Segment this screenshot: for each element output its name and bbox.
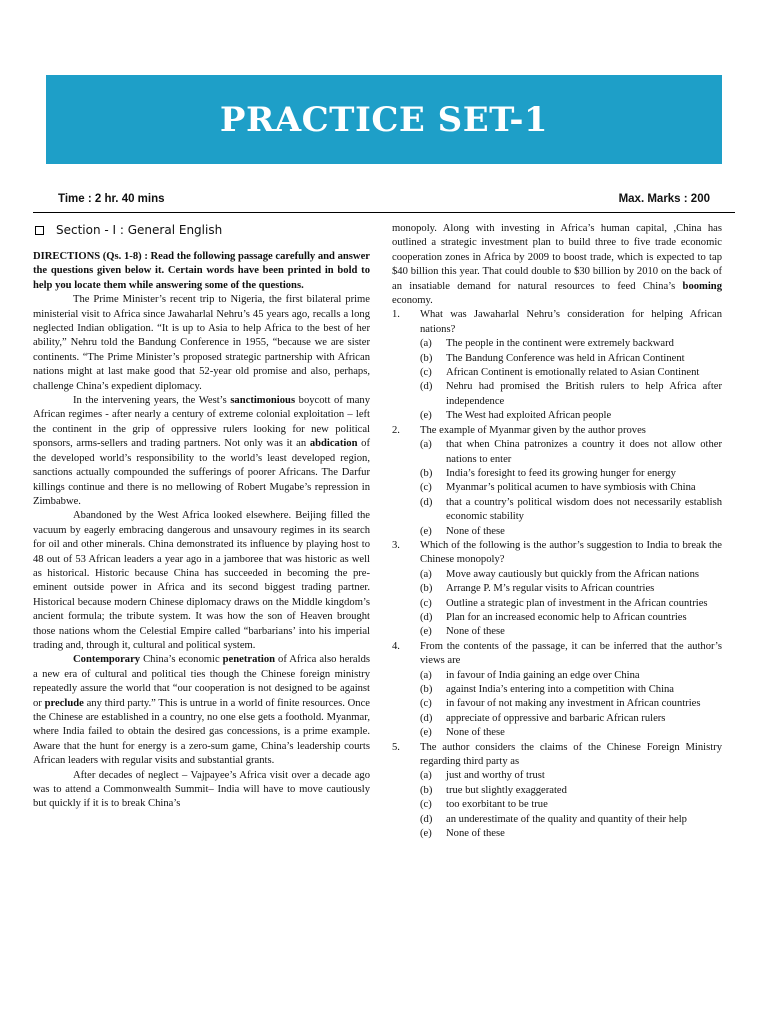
page-title: PRACTICE SET-1 [219,99,549,140]
option-text: too exorbitant to be true [446,799,548,811]
question-text: Which of the following is the author’s suggestion to India to break the Chinese monopoly? [420,539,722,566]
option-text: The West had exploited African people [446,410,612,422]
passage-paragraph-2: In the intervening years, the West’s sanctimonious boycott of many African regimes - after nearly a century of extreme colonial exploitation – left the continent in the grip of oppressive rulers looking for new political sponsors, arms-sellers and trading partners. Not only was it an abdication of the developed world’s responsibility to the world’s least developed region, sanctions actually compounded the sufferings of poorer Africans. The Darfur killings continue and there is no mellowing of Robert Mugabe’s repression in Zimbabwe. [33,395,370,507]
question-number: 3. [392,539,400,551]
answer-option [392,409,722,423]
option-letter: (a) [420,669,432,681]
option-text: that a country’s political wisdom does not necessarily establish economic stability [446,496,722,523]
answer-option [392,625,722,639]
option-letter: (b) [420,467,433,479]
question-number: 4. [392,640,400,652]
option-letter: (d) [420,813,433,825]
right-column [392,222,722,841]
option-text: None of these [446,525,505,537]
option-text: Nehru had promised the British rulers to help Africa after independence [446,381,722,407]
option-letter: (a) [420,439,432,451]
question-number: 2. [392,424,400,436]
answer-option [392,352,722,366]
bold-word-booming: booming [682,280,722,292]
answer-option [392,597,722,611]
answer-option [392,683,722,697]
section-title: Section - I : General English [56,222,223,237]
exam-meta [58,193,710,205]
answer-option [392,798,722,812]
directions-text: DIRECTIONS (Qs. 1-8) : Read the following passage carefully and answer the questions given below it. Certain words have been printed in bold to help you locate them while answering some of the questions. [33,251,370,291]
passage-paragraph-3: Abandoned by the West Africa looked elsewhere. Beijing filled the vacuum by eagerly embracing dangerous and unsavoury regimes in its search for oil and other minerals. China demonstrated its influence by playing host to 48 out of 53 African leaders a year ago in a jamboree that was historic as well as historical. Historic because China has succeeded in becoming the pre-eminent outside power in Africa and its second biggest trading partner. Historical because modern Chinese diplomacy draws on the Middle kingdom’s ancient formula; the tribute system. It was how the son of Heaven brought those nations whom the Celestial Empire called “barbarians’ into his imperial trading and, through it, cultural and political system. [33,510,370,651]
option-letter: (b) [420,684,433,695]
option-text: African Continent is emotionally related to Asian Continent [446,367,700,379]
answer-option [392,669,722,683]
bold-word-contemporary: Contemporary [73,654,141,666]
answer-option [392,337,722,351]
answer-option [392,525,722,539]
option-letter: (c) [420,597,432,609]
question-text: What was Jawaharlal Nehru’s consideration for helping African nations? [420,309,722,335]
option-text: None of these [446,626,505,638]
passage-paragraph-5: After decades of neglect – Vajpayee’s Africa visit over a decade ago was to attend a Commonwealth Summit– India will have to move cautiously but quickly if it is to break China’s [33,769,370,810]
option-letter: (b) [420,784,433,796]
question-number: 1. [392,309,400,321]
option-letter: (c) [420,367,432,379]
option-letter: (a) [420,568,432,580]
question-number: 5. [392,741,400,753]
question-text: The author considers the claims of the Chinese Foreign Ministry regarding third party as [420,741,722,768]
option-letter: (a) [420,338,432,350]
option-text: in favour of not making any investment in African countries [446,698,701,710]
answer-option [392,784,722,798]
option-letter: (e) [420,626,432,638]
option-letter: (b) [420,352,433,364]
question-text: The example of Myanmar given by the author proves [420,424,646,436]
question-item [392,640,722,669]
passage-paragraph-1: The Prime Minister’s recent trip to Nigeria, the first bilateral prime ministerial visit to Africa since Jawaharlal Nehru’s 45 years ago, recalls a long neglected Indian obligation. “It is up to Asia to help Africa to the best of her ability,” Nehru told the Bandung Conference in 1955, “because we are sister continents. “The Prime Minister’s proposed strategic partnership with African nations might at last make good that 52-year old promise and also, perhaps, challenge China’s expedient diplomacy. [33,294,370,392]
option-letter: (e) [420,828,432,840]
option-letter: (e) [420,410,432,422]
answer-option [392,827,722,841]
answer-option [392,726,722,740]
option-letter: (e) [420,727,432,739]
option-text: India’s foresight to feed its growing hunger for energy [446,467,676,479]
bold-word-sanctimonious: sanctimonious [230,395,296,407]
option-text: an underestimate of the quality and quantity of their help [446,813,687,825]
option-letter: (d) [420,496,433,508]
option-text: in favour of India gaining an edge over China [446,669,640,681]
option-text: just and worthy of trust [446,770,545,782]
title-banner [46,75,722,164]
option-letter: (b) [420,583,433,595]
answer-option [392,769,722,783]
option-text: Myanmar’s political acumen to have symbiosis with China [446,482,696,494]
marks-label: Max. Marks : 200 [618,193,710,205]
option-text: The Bandung Conference was held in African Continent [446,352,685,364]
question-item [392,539,722,568]
option-text: true but slightly exaggerated [446,784,567,796]
option-letter: (c) [420,698,432,710]
option-text: Outline a strategic plan of investment in the African countries [446,597,708,609]
bold-word-abdication: abdication [309,438,358,450]
answer-option [392,611,722,625]
option-letter: (d) [420,712,433,724]
option-text: that when China patronizes a country it does not allow other nations to enter [446,439,722,465]
checkbox-icon [35,226,44,235]
question-list [392,308,722,841]
option-letter: (a) [420,770,432,782]
option-text: Move away cautiously but quickly from the African nations [446,568,700,580]
answer-option [392,380,722,409]
passage-paragraph-6: monopoly. Along with investing in Africa’s human capital, ,China has outlined a strategic investment plan to build three to five trade economic cooperation zones in Africa by 2009 to boost trade, which is expected to tap $40 billion this year. That could double to $30 billion by 2010 on the back of an insatiable demand for natural resources to feed China’s booming economy. [392,223,722,307]
answer-option [392,366,722,380]
option-letter: (c) [420,799,432,811]
bold-word-penetration: penetration [222,654,276,666]
answer-option [392,568,722,582]
answer-option [392,438,722,467]
question-item [392,308,722,337]
left-column [33,222,370,812]
option-text: None of these [446,727,505,739]
option-letter: (d) [420,381,433,393]
option-text: against India’s entering into a competition with China [446,684,675,695]
answer-option [392,712,722,726]
option-letter: (e) [420,525,432,537]
option-text: Arrange P. M’s regular visits to African countries [446,583,655,595]
question-item [392,424,722,438]
option-text: None of these [446,828,505,840]
section-heading [33,222,370,238]
time-label: Time : 2 hr. 40 mins [58,193,165,205]
option-text: appreciate of oppressive and barbaric African rulers [446,712,666,724]
option-text: Plan for an increased economic help to African countries [446,611,687,623]
answer-option [392,697,722,711]
answer-option [392,496,722,525]
option-letter: (d) [420,611,433,623]
header-rule [33,212,735,213]
answer-option [392,582,722,596]
answer-option [392,813,722,827]
answer-option [392,481,722,495]
bold-word-preclude: preclude [44,697,84,709]
answer-option [392,467,722,481]
question-text: From the contents of the passage, it can be inferred that the author’s views are [420,640,722,667]
option-letter: (c) [420,482,432,494]
question-item [392,741,722,770]
passage-paragraph-4: Contemporary China’s economic penetration of Africa also heralds a new era of cultural and political ties though the Chinese foreign ministry repeatedly assure the world that “our cooperation is not designed to be against or preclude any third party.” This is untrue in a world of finite resources. Once the Chinese are established in a country, no one else gets a foothold. Myanmar, where India failed to obtain the desired gas concessions, is a prime example. Aware that the hunt for energy is a zero-sum game, China’s leadership courts African leaders with regular visits and substantial grants. [33,654,370,767]
option-text: The people in the continent were extremely backward [446,338,674,350]
